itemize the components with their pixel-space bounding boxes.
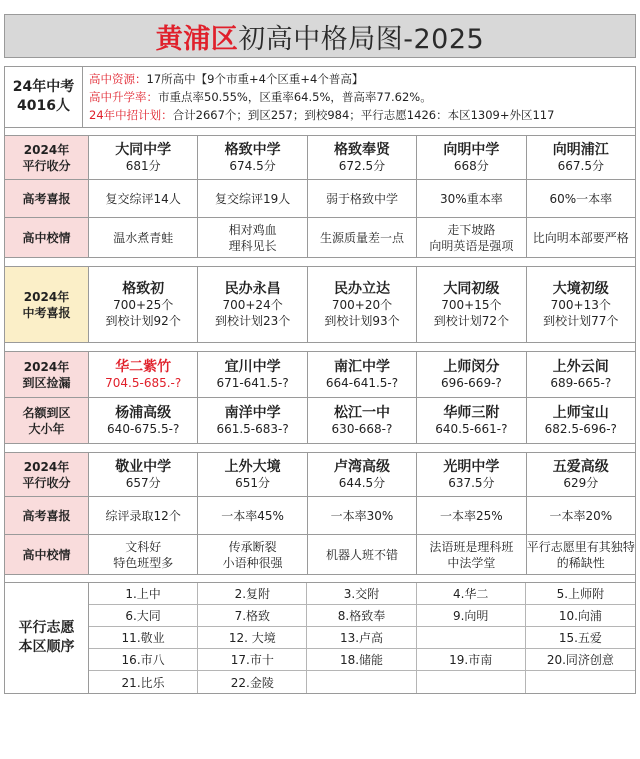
table-cell [198,218,307,258]
separator [4,258,636,266]
cell-line: 五爱高级 [552,458,609,475]
row-label [5,267,89,343]
cell-line: 700+13个 [550,297,611,312]
table-cell [417,267,526,343]
row-label [5,218,89,258]
order-item: 11.敬业 [89,627,198,649]
separator [4,444,636,452]
cell-line: 杨浦高级 [115,404,172,421]
order-item: 20.同济创意 [526,649,635,671]
table-cell [417,136,526,180]
order-item [307,671,416,693]
table-cell [526,218,635,258]
cell-line: 637.5分 [448,475,495,490]
cell-line: 大境初级 [552,280,609,297]
cell-line: 向明英语是强项 [429,238,514,253]
block-parallel-scores-bottom [4,452,636,575]
table-row [5,136,636,180]
cell-line: 平行志愿里有其独特 [526,539,635,554]
cell-line: 弱于格致中学 [325,191,398,206]
row-label [5,398,89,444]
order-item: 22.金陵 [198,671,307,693]
table-cell [89,497,198,535]
cell-line: 传承断裂 [228,539,277,554]
cell-line: 700+15个 [441,297,502,312]
table-cell [417,352,526,398]
cell-line: 700+25个 [113,297,174,312]
cell-line: 走下坡路 [447,222,496,237]
order-item: 15.五爱 [526,627,635,649]
cell-line: 一本率20% [549,508,613,523]
row-label-line: 2024年 [23,142,70,157]
cell-line: 651分 [235,475,271,490]
cell-line: 上师闵分 [443,358,500,375]
cell-line: 667.5分 [557,158,604,173]
cell-line: 中法学堂 [447,555,496,570]
order-item: 3.交附 [307,583,416,605]
table-cell [417,180,526,218]
cell-line: 上外大境 [224,458,281,475]
info-lines [83,67,635,127]
table-cell [307,180,416,218]
order-item: 1.上中 [89,583,198,605]
table-row [5,267,636,343]
info-key: 高中升学率： [89,90,158,104]
title-text: 初高中格局图-2025 [238,23,485,55]
table-cell [526,535,635,575]
info-value: 合计2667个；到区257；到校984；平行志愿1426：本区1309+外区117 [172,108,555,122]
table-cell [89,180,198,218]
table-cell [198,535,307,575]
cell-line: 格致奉贤 [333,141,390,158]
row-label-line: 名额到区 [22,405,71,420]
table-cell [526,136,635,180]
info-line [89,70,629,88]
table-cell [417,497,526,535]
row-label [5,136,89,180]
row-label [5,535,89,575]
table-cell [526,352,635,398]
cell-line: 民办永昌 [224,280,281,297]
separator [4,128,636,135]
table-cell [526,398,635,444]
cell-line: 敬业中学 [115,458,172,475]
order-item: 21.比乐 [89,671,198,693]
cell-line: 大同中学 [115,141,172,158]
cell-line: 上师宝山 [552,404,609,421]
cell-line: 704.5-685.-? [105,375,182,390]
cell-line: 理科见长 [228,238,277,253]
cell-line: 南汇中学 [333,358,390,375]
info-label-line1: 24年中考 [12,79,75,95]
row-label-line: 平行收分 [22,475,71,490]
table-cell [198,267,307,343]
order-item: 17.市十 [198,649,307,671]
block-zhongkao-report [4,266,636,343]
cell-line: 一本率30% [330,508,394,523]
order-item: 19.市南 [417,649,526,671]
row-label-line: 中考喜报 [22,305,71,320]
order-item [417,671,526,693]
table-row [5,218,636,258]
cell-line: 复交综评19人 [214,191,291,206]
table-cell [89,352,198,398]
cell-line: 综评录取12个 [105,508,181,523]
cell-line: 大同初级 [443,280,500,297]
cell-line: 华二紫竹 [115,358,172,375]
cell-line: 一本率25% [440,508,503,523]
cell-line: 689-665-? [550,375,612,390]
table-cell [417,218,526,258]
row-label-line: 高中校情 [22,547,71,562]
cell-line: 700+24个 [222,297,283,312]
row-label [5,180,89,218]
cell-line: 664-641.5-? [325,375,399,390]
table-cell [198,453,307,497]
order-item: 16.市八 [89,649,198,671]
info-key: 24年中招计划： [89,108,173,122]
cell-line: 657分 [125,475,161,490]
cell-line: 文科好 [125,539,162,554]
cell-line: 温水煮青蛙 [113,230,174,245]
table-cell [526,267,635,343]
info-panel [4,66,636,128]
cell-line: 696-669-? [440,375,502,390]
parallel-order-panel [4,582,636,694]
cell-line: 光明中学 [443,458,500,475]
cell-line: 法语班是理科班 [429,539,514,554]
order-item: 13.卢高 [307,627,416,649]
table-cell [198,136,307,180]
row-label-line: 2024年 [23,359,70,374]
row-label-line: 2024年 [23,289,70,304]
cell-line: 30%重本率 [440,191,503,206]
cell-line: 南洋中学 [224,404,281,421]
info-key: 高中资源： [89,72,147,86]
table-cell [417,535,526,575]
table-cell [307,453,416,497]
cell-line: 格致初 [122,280,165,297]
cell-line: 672.5分 [338,158,386,173]
table-cell [526,497,635,535]
cell-line: 671-641.5-? [216,375,289,390]
order-label-line2: 本区顺序 [18,639,75,655]
cell-line: 682.5-696-? [544,421,617,436]
cell-line: 的稀缺性 [556,555,605,570]
info-value: 17所高中【9个市重+4个区重+4个普高】 [146,72,364,86]
cell-line: 松江一中 [333,404,390,421]
row-label-line: 高考喜报 [22,191,71,206]
table-cell [89,535,198,575]
cell-line: 到校计划72个 [433,313,509,328]
order-grid [89,583,635,693]
table-cell [89,267,198,343]
cell-line: 到校计划93个 [324,313,400,328]
table-row [5,535,636,575]
table-cell [198,352,307,398]
order-label [5,583,89,693]
cell-line: 668分 [453,158,489,173]
cell-line: 681分 [125,158,161,173]
table-cell [307,136,416,180]
cell-line: 格致中学 [224,141,281,158]
cell-line: 向明中学 [443,141,500,158]
table-cell [198,180,307,218]
table-cell [307,535,416,575]
table-cell [89,398,198,444]
order-item: 6.大同 [89,605,198,627]
separator [4,575,636,582]
block-parallel-scores-top [4,135,636,258]
table-cell [198,398,307,444]
table-cell [198,497,307,535]
row-label-line: 高中校情 [22,230,71,245]
table-cell [89,136,198,180]
cell-line: 复交综评14人 [105,191,181,206]
order-item [417,627,526,649]
order-item: 4.华二 [417,583,526,605]
separator [4,343,636,351]
cell-line: 到校计划92个 [105,313,181,328]
row-label-line: 2024年 [23,459,70,474]
cell-line: 674.5分 [229,158,276,173]
order-item: 10.向浦 [526,605,635,627]
cell-line: 特色班型多 [113,555,174,570]
cell-line: 民办立达 [333,280,390,297]
cell-line: 629分 [563,475,599,490]
page-title [4,14,636,58]
cell-line: 向明浦江 [552,141,609,158]
order-item: 8.格致奉 [307,605,416,627]
table-row [5,497,636,535]
table-cell [307,218,416,258]
table-cell [417,398,526,444]
cell-line: 到校计划77个 [543,313,619,328]
table-row [5,453,636,497]
row-label [5,352,89,398]
table-cell [307,267,416,343]
row-label [5,497,89,535]
row-label-line: 大小年 [28,421,65,436]
cell-line: 640-675.5-? [107,421,180,436]
order-item: 7.格致 [198,605,307,627]
cell-line: 644.5分 [338,475,386,490]
cell-line: 相对鸡血 [228,222,277,237]
order-item: 9.向明 [417,605,526,627]
table-cell [307,497,416,535]
cell-line: 机器人班不错 [325,547,398,562]
table-cell [89,218,198,258]
order-label-line1: 平行志愿 [18,620,75,636]
info-label [5,67,83,127]
info-line [89,106,629,124]
cell-line: 卢湾高级 [333,458,390,475]
table-row [5,352,636,398]
table-cell [526,180,635,218]
order-item: 12. 大境 [198,627,307,649]
cell-line: 700+20个 [331,297,393,312]
row-label-line: 高考喜报 [22,508,71,523]
table-cell [526,453,635,497]
table-cell [307,398,416,444]
cell-line: 华师三附 [443,404,500,421]
cell-line: 一本率45% [221,508,284,523]
table-row [5,398,636,444]
cell-line: 上外云间 [552,358,609,375]
cell-line: 小语种很强 [222,555,283,570]
cell-line: 宜川中学 [224,358,281,375]
row-label-line: 到区捡漏 [22,375,71,390]
order-item: 2.复附 [198,583,307,605]
row-label [5,453,89,497]
title-district: 黄浦区 [155,23,239,55]
table-cell [89,453,198,497]
cell-line: 60%一本率 [549,191,613,206]
info-label-line2: 4016人 [17,98,70,114]
order-item: 5.上师附 [526,583,635,605]
row-label-line: 平行收分 [22,158,71,173]
cell-line: 比向明本部要严格 [532,230,629,245]
info-value: 市重点率50.55%，区重率64.5%，普高率77.62%。 [158,90,432,104]
page [4,14,636,694]
cell-line: 630-668-? [331,421,393,436]
block-district-quota [4,351,636,444]
table-cell [417,453,526,497]
order-item: 18.储能 [307,649,416,671]
order-item [526,671,635,693]
cell-line: 640.5-661-? [435,421,508,436]
table-row [5,180,636,218]
table-cell [307,352,416,398]
info-line [89,88,629,106]
cell-line: 到校计划23个 [214,313,291,328]
cell-line: 生源质量差一点 [319,230,404,245]
cell-line: 661.5-683-? [216,421,289,436]
